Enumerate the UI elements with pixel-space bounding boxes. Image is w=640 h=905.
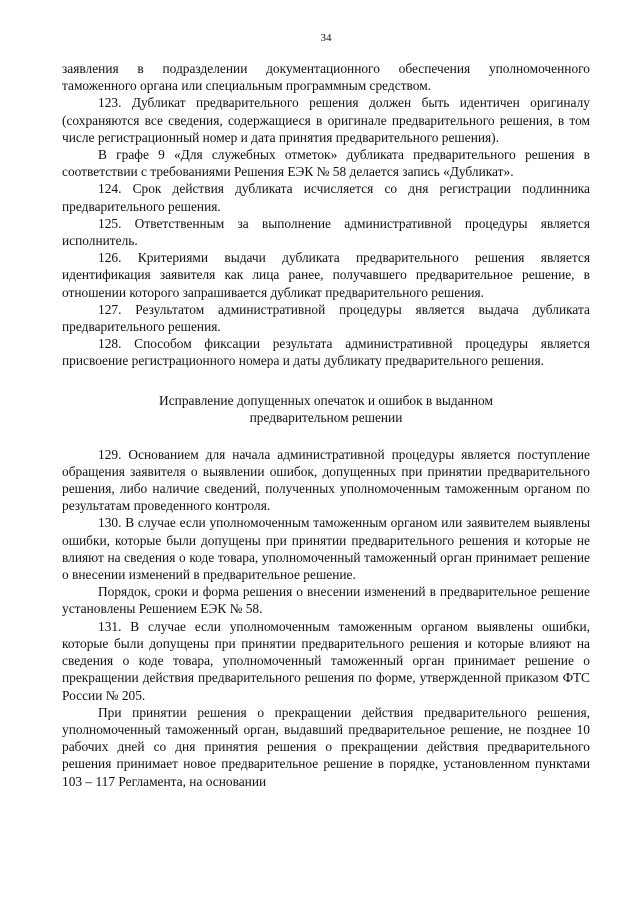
paragraph-130-procedure: Порядок, сроки и форма решения о внесении изменений в предварительное решение установлены Решением ЕЭК № 58.: [62, 584, 590, 617]
paragraph-continuation: заявления в подразделении документационного обеспечения уполномоченного таможенного органа или специальным программным средством.: [62, 61, 590, 94]
section-heading: [102, 392, 550, 427]
paragraph-126: 126. Критериями выдачи дубликата предварительного решения является идентификация заявителя как лица ранее, получавшего предварительное решение, в отношении которого запрашивается дубликат предварительного решения.: [62, 250, 590, 300]
paragraph-125: 125. Ответственным за выполнение административной процедуры является исполнитель.: [62, 215, 590, 249]
section-heading-line-1: Исправление допущенных опечаток и ошибок в выданном: [159, 392, 493, 408]
paragraph-123-duplicate-mark: В графе 9 «Для служебных отметок» дубликата предварительного решения в соответствии с требованиями Решения ЕЭК № 58 делается запись «Дубликат».: [62, 147, 590, 180]
paragraph-127: 127. Результатом административной процедуры является выдача дубликата предварительного решения.: [62, 301, 590, 335]
page-number: 34: [320, 32, 332, 44]
paragraph-131-termination: При принятии решения о прекращении действия предварительного решения, уполномоченный таможенный орган, выдавший предварительное решение, не позднее 10 рабочих дней со дня принятия решения о прекращении действия предварительного решения принимает новое предварительное решение в порядке, установленном пунктами 103 – 117 Регламента, на основании: [62, 704, 590, 789]
paragraph-130: 130. В случае если уполномоченным таможенным органом или заявителем выявлены ошибки, которые были допущены при принятии предварительного решения и которые не влияют на сведения о коде товара, уполномоченный таможенный орган принимает решение о внесении изменений в предварительное решение.: [62, 515, 590, 583]
section-heading-line-2: предварительном решении: [249, 410, 403, 426]
paragraph-123: 123. Дубликат предварительного решения должен быть идентичен оригиналу (сохраняются все сведения, содержащиеся в оригинале предварительного решения, в том числе регистрационный номер и дата принятия предварительного решения).: [62, 95, 590, 145]
paragraph-131: 131. В случае если уполномоченным таможенным органом выявлены ошибки, которые были допущены при принятии предварительного решения и которые влияют на сведения о коде товара, уполномоченный таможенный орган принимает решение о прекращении действия предварительного решения по форме, утвержденной приказом ФТС России № 205.: [62, 618, 590, 703]
paragraph-124: 124. Срок действия дубликата исчисляется со дня регистрации подлинника предварительного решения.: [62, 181, 590, 214]
paragraph-129: 129. Основанием для начала административной процедуры является поступление обращения заявителя о выявлении ошибок, допущенных при принятии предварительного решения, либо наличие сведений, полученных уполномоченным таможенным органом по результатам проведенного контроля.: [62, 446, 590, 514]
paragraph-128: 128. Способом фиксации результата административной процедуры является присвоение регистрационного номера и даты дубликату предварительного решения.: [62, 336, 590, 369]
